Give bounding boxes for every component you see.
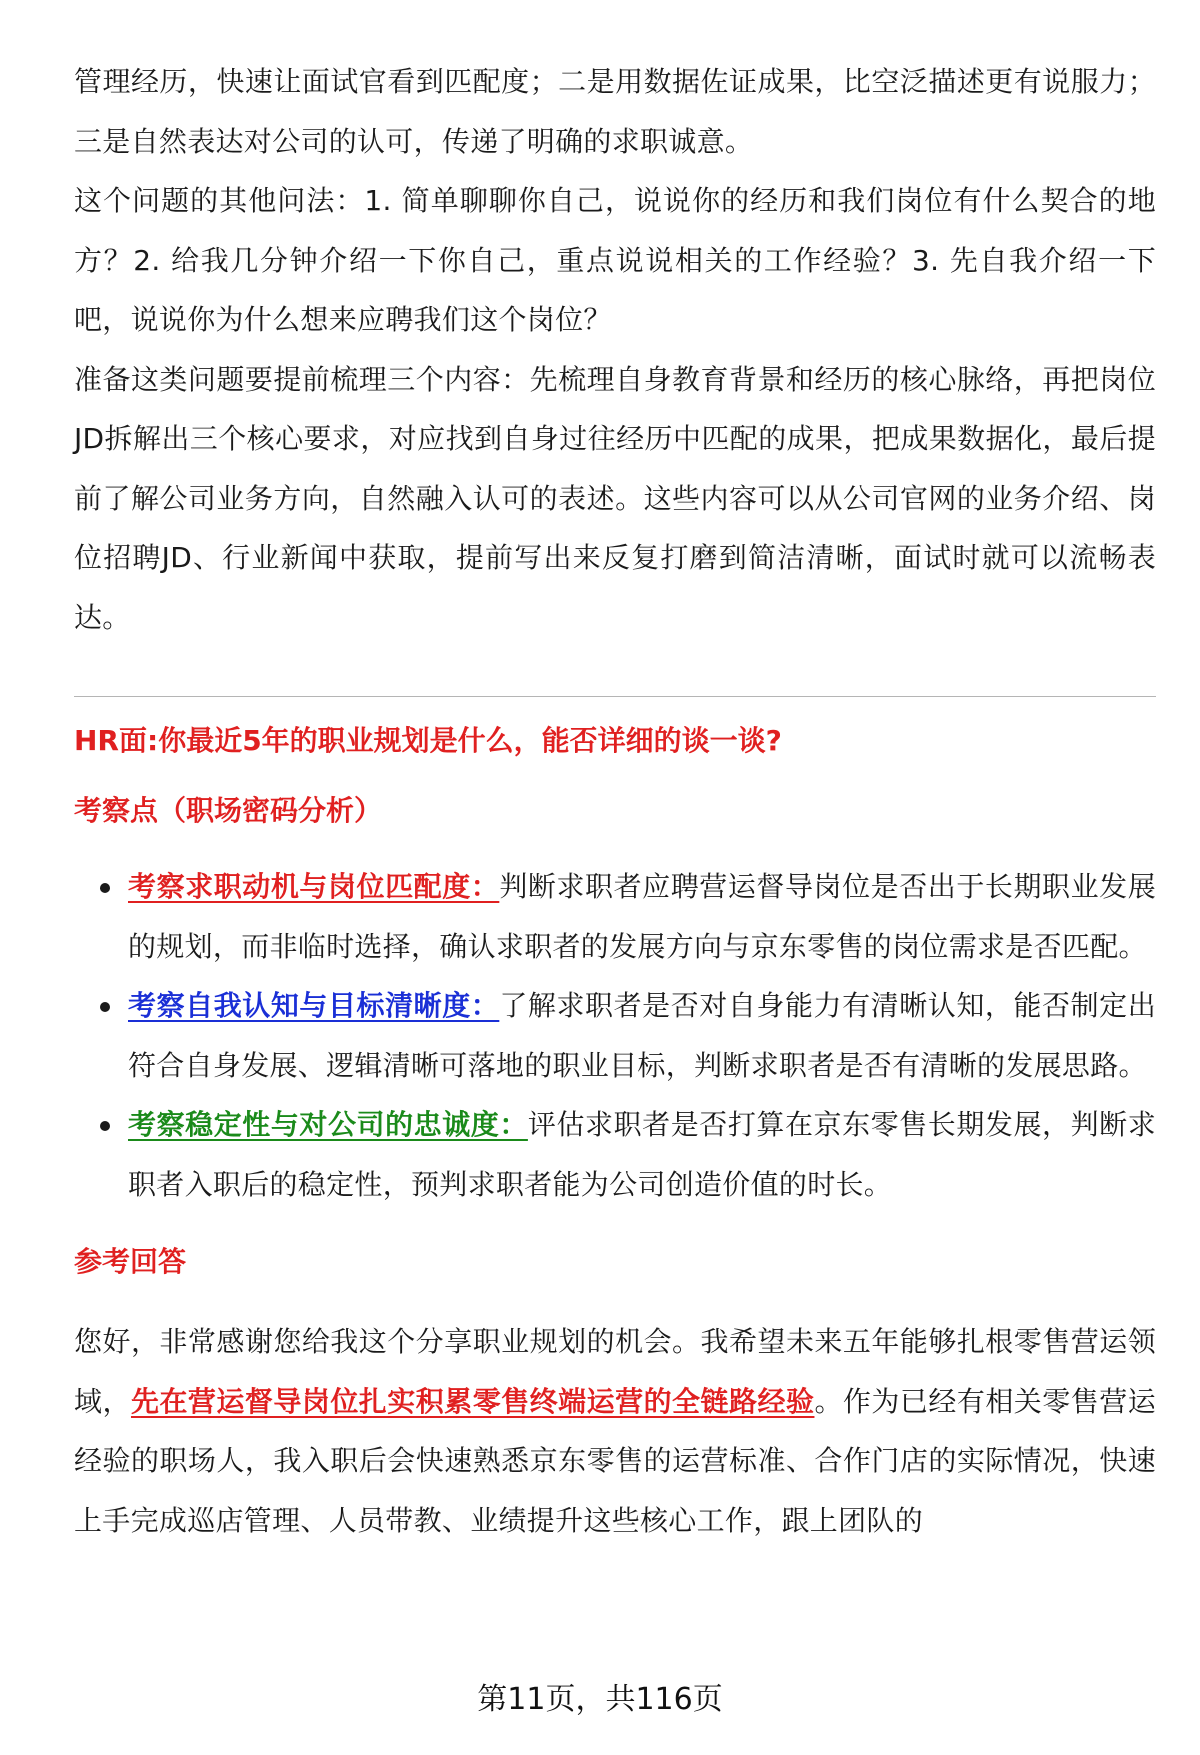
list-item [74,857,1156,976]
answer-emphasis: 先在营运督导岗位扎实积累零售终端运营的全链路经验 [130,1384,815,1418]
answer-text-part2: 。作为已经有相关零售营运经验的职场人，我入职后会快速熟悉京东零售的运营标准、合作门店的实际情况，快速上手完成巡店管理、人员带教、业绩提升这些核心工作，跟上团队的 [74,1384,1157,1537]
intro-paragraph-2: 这个问题的其他问法：1. 简单聊聊你自己，说说你的经历和我们岗位有什么契合的地方？2. 给我几分钟介绍一下你自己，重点说说相关的工作经验？3. 先自我介绍一下吧，说说你为什么想来应聘我们这个岗位？ [74,184,1156,336]
answer-heading: 参考回答 [74,1245,187,1278]
point-lead: 考察稳定性与对公司的忠诚度： [128,1108,528,1141]
point-text: 评估求职者是否打算在京东零售长期发展，判断求职者入职后的稳定性，预判求职者能为公司创造价值的时长。 [128,1108,1157,1201]
document-page [74,52,1156,1550]
points-list [74,857,1156,1214]
answer-text-part1: 您好，非常感谢您给我这个分享职业规划的机会。我希望未来五年能够扎根零售营运领域， [74,1325,1156,1418]
point-text: 判断求职者应聘营运督导岗位是否出于长期职业发展的规划，而非临时选择，确认求职者的发展方向与京东零售的岗位需求是否匹配。 [128,870,1157,963]
section-divider [74,696,1156,697]
bullet-icon [100,1121,110,1131]
intro-paragraph-1: 管理经历，快速让面试官看到匹配度；二是用数据佐证成果，比空泛描述更有说服力；三是自然表达对公司的认可，传递了明确的求职诚意。 [74,65,1156,158]
point-lead: 考察求职动机与岗位匹配度： [128,870,500,903]
answer-paragraph [74,1312,1156,1550]
page-number: 第11页，共116页 [477,1682,723,1717]
list-item [74,1095,1156,1214]
point-lead: 考察自我认知与目标清晰度： [128,989,500,1022]
list-item [74,976,1156,1095]
bullet-icon [100,1002,110,1012]
question-heading: HR面:你最近5年的职业规划是什么，能否详细的谈一谈? [74,724,782,757]
intro-paragraph-3: 准备这类问题要提前梳理三个内容：先梳理自身教育背景和经历的核心脉络，再把岗位JD拆解出三个核心要求，对应找到自身过往经历中匹配的成果，把成果数据化，最后提前了解公司业务方向，自然融入认可的表述。这些内容可以从公司官网的业务介绍、岗位招聘JD、行业新闻中获取，提前写出来反复打磨到简洁清晰，面试时就可以流畅表达。 [74,362,1156,634]
point-text: 了解求职者是否对自身能力有清晰认知，能否制定出符合自身发展、逻辑清晰可落地的职业目标，判断求职者是否有清晰的发展思路。 [128,989,1157,1082]
bullet-icon [100,883,110,893]
points-heading: 考察点（职场密码分析） [74,794,383,827]
